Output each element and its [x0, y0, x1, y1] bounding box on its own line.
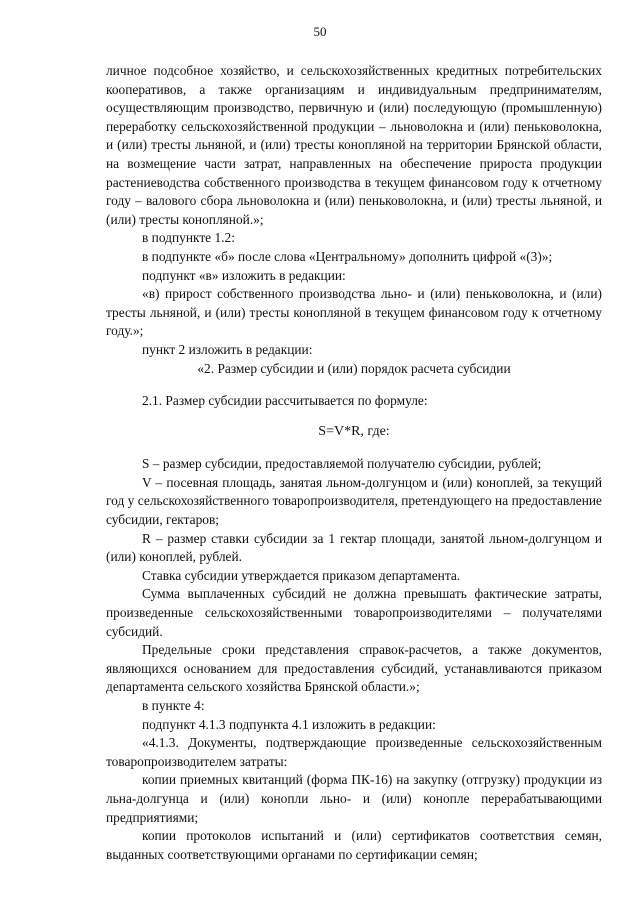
paragraph: в пункте 4: — [142, 698, 205, 713]
section-heading: «2. Размер субсидии и (или) порядок расчета субсидии — [197, 360, 511, 376]
paragraph: Предельные сроки представления справок-расчетов, а также документов, являющихся основанием для предоставления субсидий, устанавливаются приказом департамента сельского хозяйства Брянской области.»; — [106, 642, 602, 695]
paragraph: R – размер ставки субсидии за 1 гектар площади, занятой льном-долгунцом и (или) коноплей, рублей. — [106, 530, 602, 565]
paragraph: «4.1.3. Документы, подтверждающие произведенные сельскохозяйственным товаропроизводителем затраты: — [106, 735, 602, 769]
formula: S=V*R, где: — [318, 423, 390, 439]
paragraph: «в) прирост собственного производства льно- и (или) пеньковолокна, и (или) тресты льняной, и (или) тресты конопляной в текущем финансовом году к отчетному году.»; — [106, 286, 602, 339]
paragraph: S – размер субсидии, предоставляемой получателю субсидии, рублей; — [142, 456, 542, 472]
paragraph: V – посевная площадь, занятая льном-долгунцом и (или) коноплей, за текущий год у сельскохозяйственного товаропроизводителя, претендующего на предоставление субсидии, гектаров; — [106, 474, 602, 528]
paragraph: личное подсобное хозяйство, и сельскохозяйственных кредитных потребительских кооперативов, а также организациям и индивидуальным предпринимателям, осуществляющим производство, первичную и (или) последующую (промышленную) переработку сельскохозяйственной продукции – льноволокна и (или) пеньковолокна, и (или) тресты льняной, и (или) тресты конопляной на территории Брянской области, на возмещение части затрат, направленных на обеспечение прироста продукции растениеводства собственного производства в текущем финансовом году к отчетному году – валового сбора льноволокна и (или) пеньковолокна, и (или) тресты льняной, и (или) тресты конопляной.»; — [106, 63, 602, 227]
paragraph: в подпункте 1.2: — [142, 230, 235, 246]
paragraph: в подпункте «б» после слова «Центральному» дополнить цифрой «(3)»; — [142, 248, 553, 264]
paragraph: Ставка субсидии утверждается приказом департамента. — [142, 567, 461, 583]
paragraph: 2.1. Размер субсидии рассчитывается по формуле: — [142, 393, 428, 409]
document-body — [106, 62, 602, 864]
paragraph: копии протоколов испытаний и (или) сертификатов соответствия семян, выданных соответствующими органами по сертификации семян; — [106, 828, 602, 862]
page-number: 50 — [313, 24, 327, 39]
paragraph: подпункт 4.1.3 подпункта 4.1 изложить в редакции: — [142, 716, 436, 732]
paragraph: подпункт «в» изложить в редакции: — [142, 267, 346, 283]
paragraph: копии приемных квитанций (форма ПК-16) на закупку (отгрузку) продукции из льна-долгунца и (или) конопли льно- и (или) конопле перерабатывающими предприятиями; — [106, 772, 602, 825]
paragraph: Сумма выплаченных субсидий не должна превышать фактические затраты, произведенные сельскохозяйственными товаропроизводителями – получателями субсидий. — [106, 586, 602, 639]
paragraph: пункт 2 изложить в редакции: — [142, 341, 313, 357]
